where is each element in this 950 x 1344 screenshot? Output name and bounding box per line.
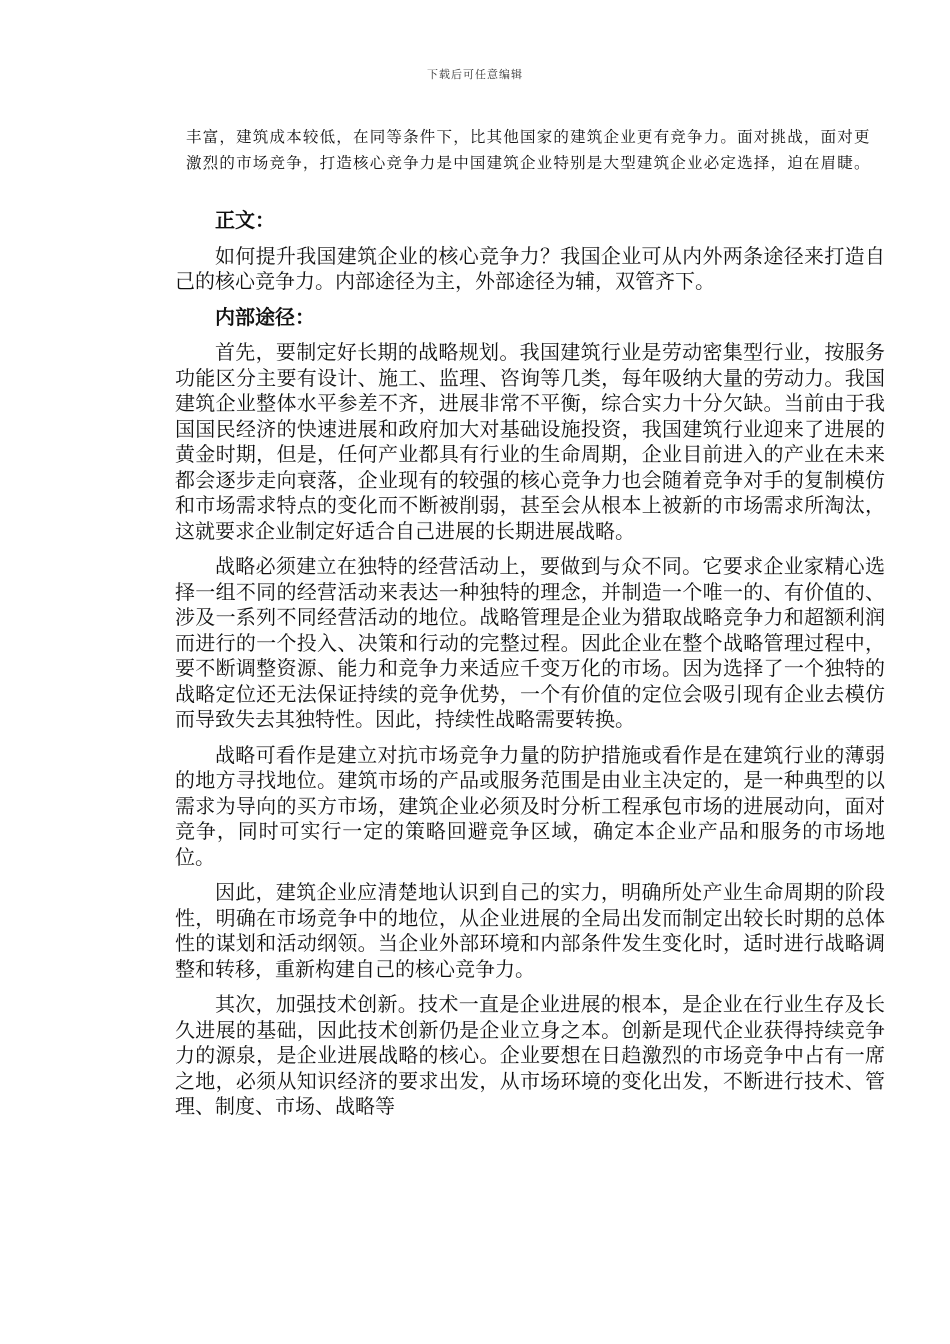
intro-section	[186, 124, 876, 176]
heading-internal: 内部途径：	[215, 304, 315, 329]
paragraph-1: 如何提升我国建筑企业的核心竞争力？我国企业可从内外两条途径来打造自己的核心竞争力。内部途径为主，外部途径为辅，双管齐下。	[175, 243, 885, 293]
document-body	[175, 208, 885, 1130]
paragraph-3: 战略必须建立在独特的经营活动上，要做到与众不同。它要求企业家精心选择一组不同的经营活动来表达一种独特的理念，并制造一个唯一的、有价值的、涉及一系列不同经营活动的地位。战略管理是企业为猎取战略竞争力和超额利润而进行的一个投入、决策和行动的完整过程。因此企业在整个战略管理过程中，要不断调整资源、能力和竞争力来适应千变万化的市场。因为选择了一个独特的战略定位还无法保证持续的竞争优势，一个有价值的定位会吸引现有企业去模仿而导致失去其独特性。因此，持续性战略需要转换。	[175, 554, 885, 731]
heading-main: 正文：	[215, 208, 275, 232]
intro-paragraph: 丰富，建筑成本较低，在同等条件下，比其他国家的建筑企业更有竞争力。面对挑战，面对更激烈的市场竞争，打造核心竞争力是中国建筑企业特别是大型建筑企业必定选择，迫在眉睫。	[186, 128, 871, 172]
paragraph-6: 其次，加强技术创新。技术一直是企业进展的根本，是企业在行业生存及长久进展的基础，因此技术创新仍是企业立身之本。创新是现代企业获得持续竞争力的源泉，是企业进展战略的核心。企业要想在日趋激烈的市场竞争中占有一席之地，必须从知识经济的要求出发，从市场环境的变化出发，不断进行技术、管理、制度、市场、战略等	[175, 992, 885, 1118]
paragraph-5: 因此，建筑企业应清楚地认识到自己的实力，明确所处产业生命周期的阶段性，明确在市场竞争中的地位，从企业进展的全局出发而制定出较长时期的总体性的谋划和活动纲领。当企业外部环境和内部条件发生变化时，适时进行战略调整和转移，重新构建自己的核心竞争力。	[175, 880, 885, 981]
paragraph-2: 首先，要制定好长期的战略规划。我国建筑行业是劳动密集型行业，按服务功能区分主要有设计、施工、监理、咨询等几类，每年吸纳大量的劳动力。我国建筑企业整体水平参差不齐，进展非常不平衡，综合实力十分欠缺。当前由于我国国民经济的快速进展和政府加大对基础设施投资，我国建筑行业迎来了进展的黄金时期，但是，任何产业都具有行业的生命周期，企业目前进入的产业在未来都会逐步走向衰落，企业现有的较强的核心竞争力也会随着竞争对手的复制模仿和市场需求特点的变化而不断被削弱，甚至会从根本上被新的市场需求所淘汰，这就要求企业制定好适合自己进展的长期进展战略。	[175, 340, 885, 543]
page-header-note: 下载后可任意编辑	[427, 68, 523, 81]
paragraph-4: 战略可看作是建立对抗市场竞争力量的防护措施或看作是在建筑行业的薄弱的地方寻找地位。建筑市场的产品或服务范围是由业主决定的，是一种典型的以需求为导向的买方市场，建筑企业必须及时分析工程承包市场的进展动向，面对竞争，同时可实行一定的策略回避竞争区域，确定本企业产品和服务的市场地位。	[175, 742, 885, 869]
